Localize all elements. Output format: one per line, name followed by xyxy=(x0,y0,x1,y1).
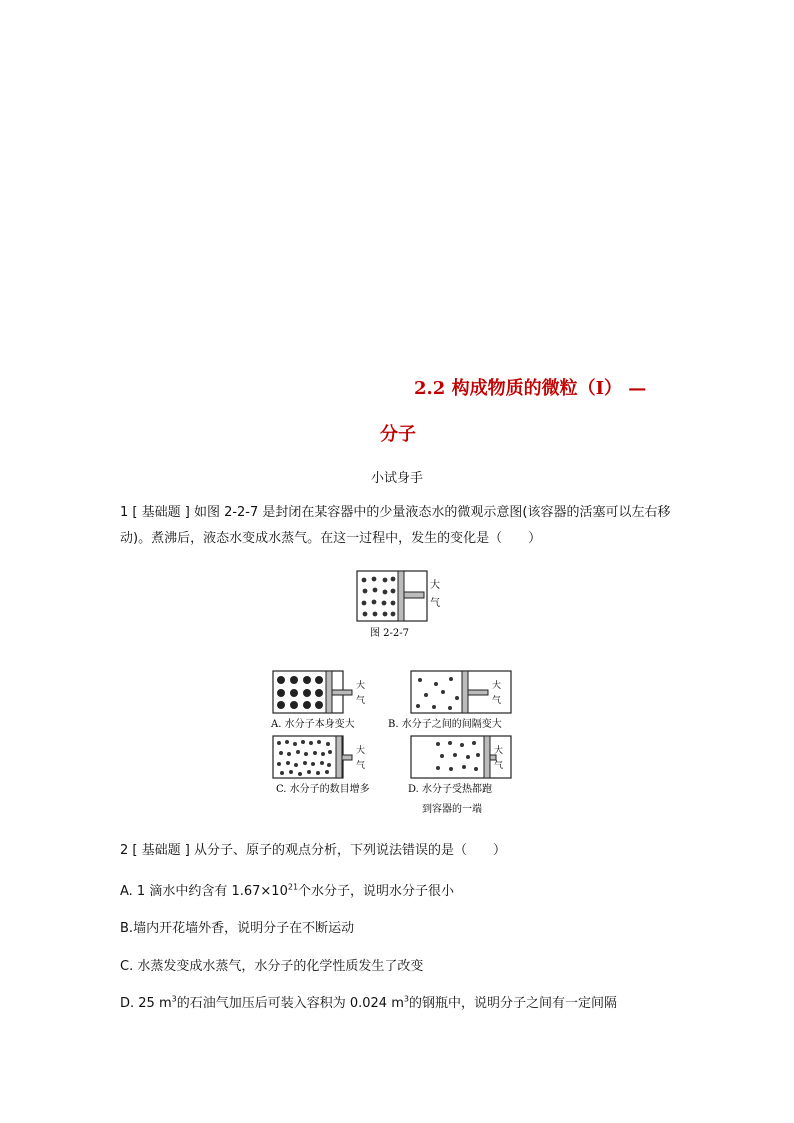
svg-text:大: 大 xyxy=(356,681,366,691)
piston-rod xyxy=(404,592,424,598)
question-2-option-a: A. 1 滴水中约含有 $1.67\times 10^{21}$个水分子，说明水分子很小 xyxy=(120,882,455,899)
atmosphere-label-1: 大 xyxy=(430,580,440,591)
title-line-1: 2.2 构成物质的微粒（Ⅰ） — xyxy=(414,378,647,399)
option-d-label: D. 水分子受热都跑 xyxy=(408,784,493,795)
question-1-text: 1 [ 基础题 ] 如图 2-2-7 是封闭在某容器中的少量液态水的微观示意图(该容器的活塞可以左右移动)。煮沸后，液态水变成水蒸气。在这一过程中，发生的变化是（ ） xyxy=(120,505,671,546)
figure-2-2-7 xyxy=(352,566,452,642)
figure-caption: 图 2-2-7 xyxy=(370,628,410,639)
options-figure xyxy=(268,668,538,818)
option-a-label: A. 水分子本身变大 xyxy=(271,719,355,730)
piston xyxy=(398,571,404,621)
option-c-diagram xyxy=(273,736,370,795)
option-a-diagram xyxy=(270,671,365,730)
option-b-diagram xyxy=(388,671,511,730)
svg-text:气: 气 xyxy=(492,696,502,706)
option-b-label: B. 水分子之间的间隔变大 xyxy=(388,719,502,730)
question-2-option-c: C. 水蒸发变成水蒸气，水分子的化学性质发生了改变 xyxy=(120,959,424,974)
option-d-diagram xyxy=(408,736,511,815)
option-c-label: C. 水分子的数目增多 xyxy=(276,784,370,795)
title-line-2: 分子 xyxy=(380,424,416,445)
svg-text:气: 气 xyxy=(356,761,366,771)
svg-text:气: 气 xyxy=(356,696,366,706)
svg-text:气: 气 xyxy=(494,761,504,771)
svg-text:大: 大 xyxy=(356,746,366,756)
question-2-option-b: B.墙内开花墙外香，说明分子在不断运动 xyxy=(120,921,355,936)
svg-text:大: 大 xyxy=(494,746,504,756)
question-2-option-d: D. 25 $m^3$的石油气加压后可装入容积为 0.024 $m^3$的钢瓶中，说明分子之间有一定间隔 xyxy=(120,994,617,1011)
question-2-stem: 2 [ 基础题 ] 从分子、原子的观点分析，下列说法错误的是（ ） xyxy=(120,843,506,858)
svg-text:大: 大 xyxy=(492,681,502,691)
atmosphere-label-2: 气 xyxy=(430,598,440,609)
section-heading: 小试身手 xyxy=(370,471,423,486)
option-d-label-line2: 到容器的一端 xyxy=(422,804,482,815)
